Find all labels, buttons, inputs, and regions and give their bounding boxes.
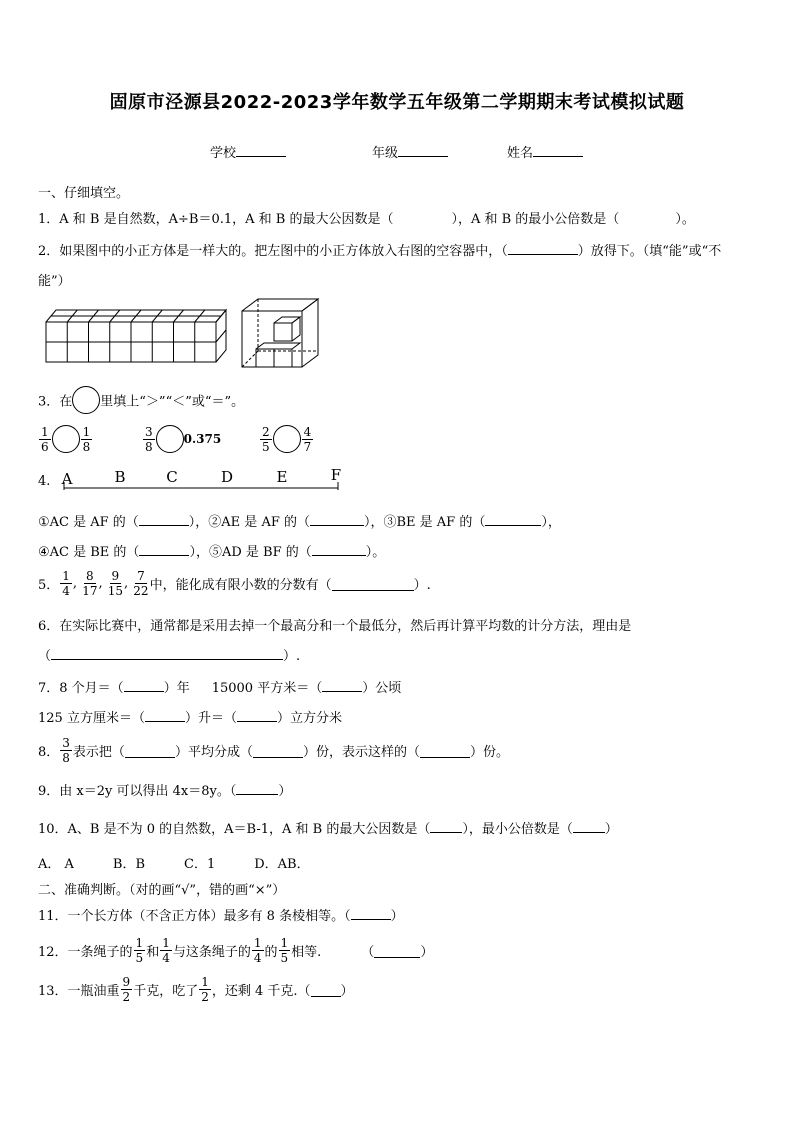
grade-blank[interactable] xyxy=(398,142,448,157)
line-segment-figure xyxy=(60,466,350,494)
question-6: 6．在实际比赛中，通常都是采用去掉一个最高分和一个最低分，然后再计算平均数的计分方法，理由是 xyxy=(38,619,632,634)
q3-compare-1: $\frac{1}{6}$ $\frac{1}{8}$ xyxy=(41,424,91,454)
school-blank[interactable] xyxy=(236,142,286,157)
section-1-heading: 一、仔细填空。 xyxy=(38,186,130,201)
compare-circle-3[interactable] xyxy=(273,425,301,453)
section-2-heading: 二、准确判断。（对的画“√”，错的画“×”） xyxy=(38,883,286,898)
name-blank[interactable] xyxy=(533,142,583,157)
question-6-answer: （ ）. xyxy=(38,645,300,664)
cube-row-figure xyxy=(44,306,229,364)
point-c: C xyxy=(166,468,178,486)
question-12: 12．一条绳子的 $\frac{1}{5}$ 和 $\frac{1}{4}$ 与这条绳子的 $\frac{1}{4}$ 的 $\frac{1}{5}$ 相等. （ ） xyxy=(38,936,434,965)
name-field: 姓名 xyxy=(507,142,583,161)
question-4-line-2: ④AC 是 BE 的（ ），⑤AD 是 BF 的（ ）。 xyxy=(38,541,385,560)
question-2-cont: 能”） xyxy=(38,274,71,289)
grade-field: 年级 xyxy=(372,142,448,161)
question-9: 9．由 x＝2y 可以得出 4x＝8y。（ ） xyxy=(38,780,291,799)
question-4-number: 4. xyxy=(38,474,51,489)
point-e: E xyxy=(276,468,288,486)
page-title: 固原市泾源县2022-2023学年数学五年级第二学期期末考试模拟试题 xyxy=(109,92,685,113)
q2-blank[interactable] xyxy=(508,240,578,255)
q3-compare-2: $\frac{3}{8}$ 0.375 xyxy=(145,424,222,454)
compare-circle-1[interactable] xyxy=(52,425,80,453)
question-11: 11．一个长方体（不含正方体）最多有 8 条棱相等。（ ） xyxy=(38,905,404,924)
compare-circle xyxy=(72,386,100,414)
point-a: A xyxy=(61,470,73,488)
question-8: 8． $\frac{3}{8}$ 表示把（ ）平均分成（ ）份，表示这样的（ ）份。 xyxy=(38,736,509,765)
question-7-line-2: 125 立方厘米＝（ ）升＝（ ）立方分米 xyxy=(38,707,342,726)
question-7: 7．8 个月＝（ ）年 15000 平方米＝（ ）公顷 xyxy=(38,677,401,696)
question-3: 3．在 里填上“＞”“＜”或“＝”。 xyxy=(38,386,244,414)
question-10: 10．A、B 是不为 0 的自然数，A＝B-1，A 和 B 的最大公因数是（ ），最小公倍数是（ ） xyxy=(38,818,618,837)
container-figure xyxy=(240,297,322,369)
question-5: 5． $\frac{1}{4}$ , $\frac{8}{17}$ , $\frac{9}{15}$ , $\frac{7}{22}$ 中，能化成有限小数的分数有（ ）. xyxy=(38,569,431,598)
point-b: B xyxy=(114,468,126,486)
question-10-options: A． A B．B C．1 D．AB． xyxy=(38,857,310,872)
question-13: 13．一瓶油重 $\frac{9}{2}$ 千克，吃了 $\frac{1}{2}$ ，还剩 4 千克.（ ） xyxy=(38,975,354,1004)
school-field: 学校 xyxy=(210,142,286,161)
point-f: F xyxy=(330,466,342,484)
point-d: D xyxy=(220,468,234,486)
question-2: 2．如果图中的小正方体是一样大的。把左图中的小正方体放入右图的空容器中，（ ）放得下。（填“能”或“不 xyxy=(38,240,721,259)
question-1: 1．A 和 B 是自然数，A÷B＝0.1，A 和 B 的最大公因数是（ ），A 和 B 的最小公倍数是（ ）。 xyxy=(38,212,695,227)
compare-circle-2[interactable] xyxy=(156,425,184,453)
q3-compare-3: $\frac{2}{5}$ $\frac{4}{7}$ xyxy=(262,424,312,454)
question-4-line-1: ①AC 是 AF 的（ ），②AE 是 AF 的（ ），③BE 是 AF 的（ ）， xyxy=(38,511,561,530)
